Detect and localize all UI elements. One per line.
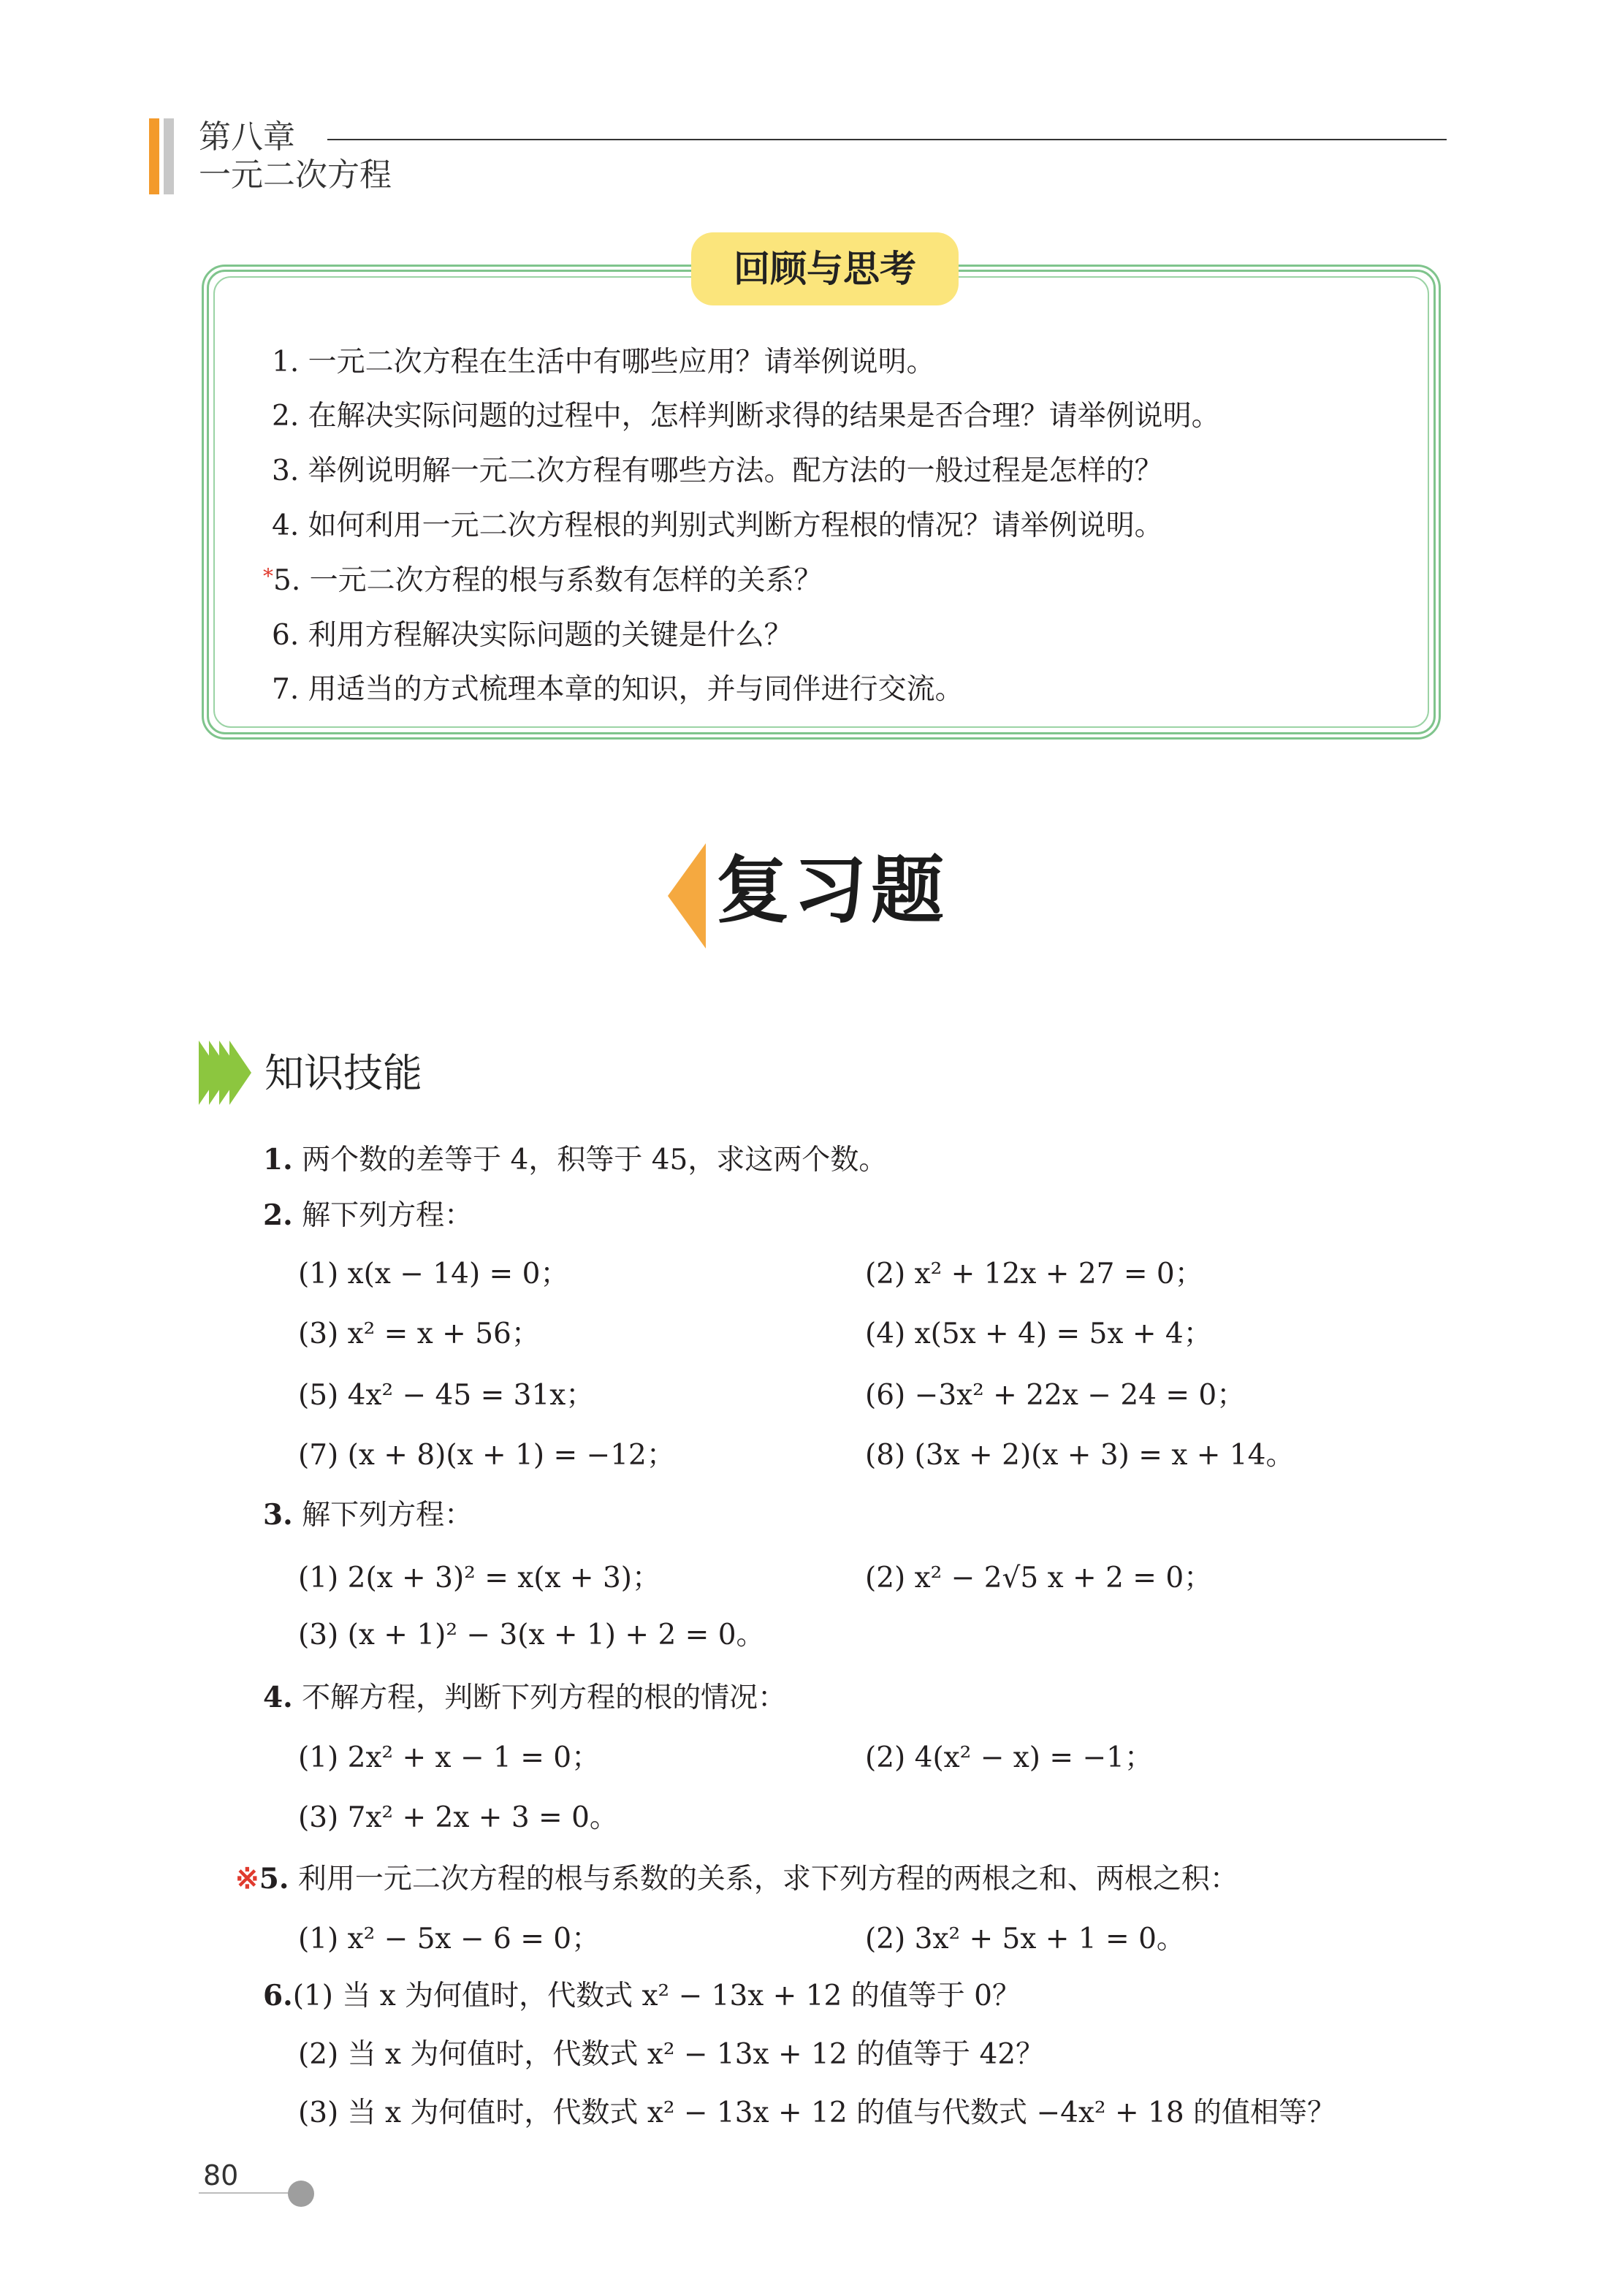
exercise-part: (2) x² + 12x + 27 = 0； — [865, 1258, 1203, 1290]
exercise-1: 1. 两个数的差等于 4，积等于 45，求这两个数。 — [263, 1143, 888, 1176]
chapter-accent-bar — [149, 118, 159, 194]
chapter-title: 一元二次方程 — [199, 156, 392, 194]
page-number: 80 — [203, 2159, 239, 2192]
exercise-part: (3) 7x² + 2x + 3 = 0。 — [298, 1801, 618, 1834]
heading-arrow-icon — [668, 843, 706, 949]
exercise-part: (3) x² = x + 56； — [298, 1318, 540, 1350]
exercise-part: (1) x² − 5x − 6 = 0； — [298, 1923, 601, 1955]
exercise-2: 2. 解下列方程： — [263, 1198, 473, 1232]
exercise-part: (5) 4x² − 45 = 31x； — [298, 1379, 595, 1412]
chapter-number: 第八章 — [199, 118, 295, 156]
footer-rule — [199, 2192, 294, 2194]
exercise-part: (1) 2x² + x − 1 = 0； — [298, 1741, 601, 1774]
exercises-title: 复习题 — [716, 847, 948, 933]
review-item: 1. 一元二次方程在生活中有哪些应用？请举例说明。 — [272, 346, 935, 379]
chevron-icon — [229, 1041, 251, 1105]
exercise-part: (2) 当 x 为何值时，代数式 x² − 13x + 12 的值等于 42？ — [298, 2038, 1045, 2071]
exercise-part: (8) (3x + 2)(x + 3) = x + 14。 — [865, 1439, 1295, 1472]
review-item: 4. 如何利用一元二次方程根的判别式判断方程根的情况？请举例说明。 — [272, 509, 1163, 542]
review-item: 6. 利用方程解决实际问题的关键是什么？ — [272, 619, 793, 652]
exercise-4: 4. 不解方程，判断下列方程的根的情况： — [263, 1681, 787, 1714]
exercise-5: ※5. 利用一元二次方程的根与系数的关系，求下列方程的两根之和、两根之积： — [235, 1862, 1238, 1896]
exercise-part: (2) x² − 2√5 x + 2 = 0； — [865, 1562, 1213, 1594]
exercise-part: (4) x(5x + 4) = 5x + 4； — [865, 1318, 1212, 1350]
review-item: 3. 举例说明解一元二次方程有哪些方法。配方法的一般过程是怎样的？ — [272, 455, 1163, 487]
exercise-part: (1) x(x − 14) = 0； — [298, 1258, 569, 1290]
exercise-part: (3) (x + 1)² − 3(x + 1) + 2 = 0。 — [298, 1619, 765, 1651]
chapter-accent-bar-gray — [164, 118, 174, 194]
section-title: 知识技能 — [264, 1050, 422, 1096]
exercise-part: (6) −3x² + 22x − 24 = 0； — [865, 1379, 1246, 1412]
page-dot-icon — [288, 2181, 314, 2207]
exercise-3: 3. 解下列方程： — [263, 1498, 473, 1532]
exercise-part: (2) 3x² + 5x + 1 = 0。 — [865, 1923, 1185, 1955]
review-item-optional: *5. 一元二次方程的根与系数有怎样的关系？ — [263, 564, 823, 597]
exercise-6: 6.(1) 当 x 为何值时，代数式 x² − 13x + 12 的值等于 0？ — [263, 1979, 1021, 2012]
review-box-inner — [213, 276, 1429, 728]
optional-star: * — [263, 564, 273, 588]
exercise-part: (2) 4(x² − x) = −1； — [865, 1741, 1153, 1774]
exercise-part: (1) 2(x + 3)² = x(x + 3)； — [298, 1562, 660, 1594]
exercise-part: (3) 当 x 为何值时，代数式 x² − 13x + 12 的值与代数式 −4x² + 18 的值相等？ — [298, 2097, 1336, 2129]
header-rule — [327, 139, 1447, 140]
review-item: 7. 用适当的方式梳理本章的知识，并与同伴进行交流。 — [272, 673, 964, 706]
exercise-part: (7) (x + 8)(x + 1) = −12； — [298, 1439, 675, 1472]
optional-mark: ※ — [235, 1862, 259, 1896]
review-item: 2. 在解决实际问题的过程中，怎样判断求得的结果是否合理？请举例说明。 — [272, 400, 1220, 433]
review-title: 回顾与思考 — [691, 232, 959, 305]
